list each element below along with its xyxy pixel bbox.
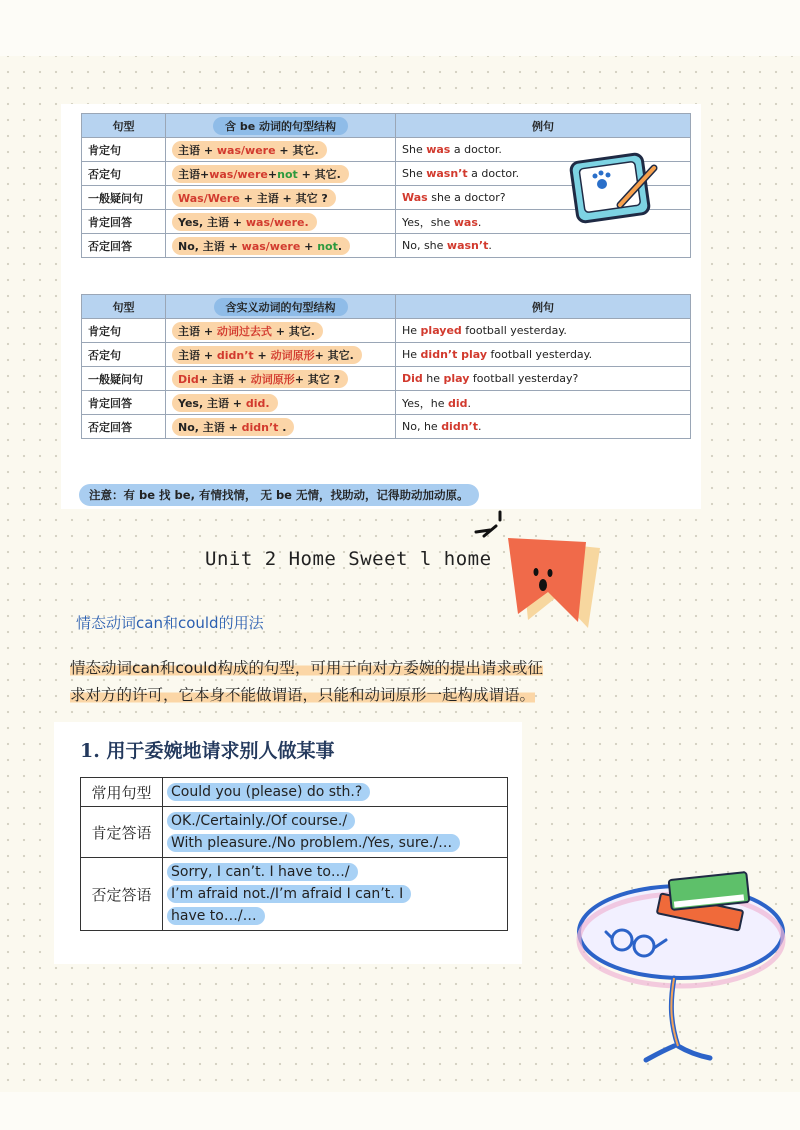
- text-run: +: [300, 239, 318, 253]
- text-run: football yesterday.: [487, 348, 593, 361]
- table-header: 句型: [82, 114, 166, 138]
- unit-title: Unit 2 Home Sweet l home: [205, 548, 492, 570]
- highlight-word: was/were: [209, 167, 268, 181]
- row-content: [163, 807, 508, 858]
- text-run: She: [402, 143, 427, 156]
- sentence-type-label: 否定句: [82, 162, 166, 186]
- bottom-band: [0, 1092, 800, 1130]
- highlight-word: Was/Were: [178, 191, 240, 205]
- header-highlight: 含实义动词的句型结构: [214, 298, 348, 316]
- highlight-word: wasn’t: [426, 167, 468, 180]
- highlight-word: Did: [178, 372, 199, 386]
- example-sentence: [396, 367, 691, 391]
- sentence-type-label: 一般疑问句: [82, 186, 166, 210]
- section-title: 情态动词can和could的用法: [76, 614, 264, 632]
- text-run: .: [477, 215, 482, 229]
- table-header-row: [82, 295, 691, 319]
- table-row: [81, 778, 508, 807]
- sentence-structure: [166, 138, 396, 162]
- sentence-structure: [166, 210, 396, 234]
- example-sentence: [396, 391, 691, 415]
- table-header: [166, 295, 396, 319]
- books-on-table-icon: [570, 862, 792, 1068]
- highlight-word: didn’t: [216, 348, 254, 362]
- structure-highlight: [172, 346, 362, 364]
- highlight-word: did: [448, 396, 468, 410]
- sentence-structure: [166, 234, 396, 258]
- sentence-structure: [166, 343, 396, 367]
- sentence-type-label: 一般疑问句: [82, 367, 166, 391]
- text-run: She: [402, 167, 427, 180]
- table-row: [82, 367, 691, 391]
- text-run: 主语 +: [178, 348, 217, 362]
- answer-text: have to…/…: [167, 907, 265, 925]
- table-header: 例句: [396, 295, 691, 319]
- text-run: .: [488, 239, 492, 252]
- grammar-note: 注意：有 be 找 be, 有情找情， 无 be 无情，找助动，记得助动加动原。: [79, 484, 479, 506]
- structure-highlight: [172, 370, 348, 388]
- text-run: football yesterday?: [469, 372, 579, 385]
- highlight-word: not: [317, 239, 338, 253]
- sentence-type-label: 肯定句: [82, 319, 166, 343]
- example-sentence: [396, 234, 691, 258]
- highlight-word: was: [426, 143, 451, 156]
- card-title: 1. 用于委婉地请求别人做某事: [80, 740, 335, 762]
- sentence-type-label: 肯定句: [82, 138, 166, 162]
- pattern-text: Could you (please) do sth.?: [167, 783, 370, 801]
- text-run: Yes, 主语 +: [178, 215, 246, 229]
- text-run: .: [278, 420, 287, 434]
- highlight-word: wasn’t: [446, 239, 489, 252]
- text-run: +: [267, 167, 278, 181]
- highlight-word: was/were.: [245, 215, 309, 229]
- highlight-word: Did: [402, 372, 423, 385]
- explanation-paragraph: [70, 655, 680, 709]
- structure-highlight: [172, 237, 350, 255]
- sentence-structure: [166, 415, 396, 439]
- text-run: Yes，she: [402, 215, 454, 229]
- table-header-row: [82, 114, 691, 138]
- table-row: [81, 858, 508, 931]
- table-row: [82, 415, 691, 439]
- text-run: .: [477, 420, 482, 433]
- sentence-structure: [166, 186, 396, 210]
- highlight-word: 动词过去式: [216, 324, 272, 338]
- highlight-word: not: [277, 167, 298, 181]
- highlight-word: played: [420, 324, 462, 337]
- highlight-word: was/were: [216, 143, 276, 157]
- table-row: [82, 391, 691, 415]
- highlight-word: didn’t: [441, 420, 478, 433]
- paragraph-line: 求对方的许可，它本身不能做谓语，只能和动词原形一起构成谓语。: [70, 686, 536, 704]
- text-run: + 主语 + 其它 ?: [239, 191, 328, 205]
- row-content: [163, 858, 508, 931]
- answer-text: Sorry, I can’t. I have to…/: [167, 863, 358, 881]
- text-run: Yes，he: [402, 396, 448, 410]
- text-run: +: [253, 348, 271, 362]
- example-sentence: [396, 343, 691, 367]
- sentence-type-label: 否定回答: [82, 415, 166, 439]
- text-run: He: [402, 348, 421, 361]
- action-verb-table: [81, 294, 691, 439]
- table-row: [82, 234, 691, 258]
- text-run: 主语 +: [178, 143, 217, 157]
- text-run: 主语+: [178, 167, 210, 181]
- table-header: 句型: [82, 295, 166, 319]
- example-sentence: [396, 415, 691, 439]
- sentence-type-label: 肯定回答: [82, 210, 166, 234]
- text-run: he: [422, 372, 444, 385]
- highlight-word: Was: [402, 191, 428, 204]
- mascot-flag-icon: [470, 510, 610, 640]
- text-run: 主语 +: [178, 324, 217, 338]
- text-run: + 其它.: [275, 143, 319, 157]
- top-band: [0, 0, 800, 56]
- sentence-structure: [166, 391, 396, 415]
- text-run: + 其它.: [314, 348, 354, 362]
- text-run: No, 主语 +: [178, 420, 242, 434]
- structure-highlight: [172, 165, 349, 183]
- highlight-word: 动词原形: [270, 348, 315, 362]
- sentence-type-label: 否定句: [82, 343, 166, 367]
- text-run: + 主语 +: [198, 372, 251, 386]
- sentence-structure: [166, 367, 396, 391]
- text-run: No, 主语 +: [178, 239, 242, 253]
- structure-highlight: [172, 322, 323, 340]
- answer-text: I’m afraid not./I’m afraid I can’t. I: [167, 885, 411, 903]
- row-label: 肯定答语: [81, 807, 163, 858]
- text-run: No, he: [402, 420, 442, 433]
- sentence-type-label: 否定回答: [82, 234, 166, 258]
- text-run: He: [402, 324, 421, 337]
- row-label: 常用句型: [81, 778, 163, 807]
- table-row: [81, 807, 508, 858]
- sentence-structure: [166, 319, 396, 343]
- row-label: 否定答语: [81, 858, 163, 931]
- text-run: .: [467, 396, 472, 410]
- structure-highlight: [172, 141, 327, 159]
- sentence-type-label: 肯定回答: [82, 391, 166, 415]
- answer-text: With pleasure./No problem./Yes, sure./…: [167, 834, 460, 852]
- text-run: she a doctor?: [427, 191, 506, 204]
- structure-highlight: [172, 213, 317, 231]
- text-run: No, she: [402, 239, 447, 252]
- request-table: [80, 777, 508, 931]
- structure-highlight: [172, 394, 278, 412]
- text-run: + 其它.: [271, 324, 315, 338]
- text-run: football yesterday.: [461, 324, 567, 337]
- text-run: + 其它.: [297, 167, 341, 181]
- answer-text: OK./Certainly./Of course./: [167, 812, 355, 830]
- example-sentence: [396, 319, 691, 343]
- highlight-word: didn’t play: [420, 348, 488, 361]
- text-run: a doctor.: [467, 167, 520, 180]
- table-header: [166, 114, 396, 138]
- row-content: [163, 778, 508, 807]
- tablet-icon: [568, 150, 668, 230]
- structure-highlight: [172, 189, 336, 207]
- table-row: [82, 319, 691, 343]
- text-run: Yes, 主语 +: [178, 396, 246, 410]
- highlight-word: play: [443, 372, 470, 385]
- highlight-word: was/were: [241, 239, 301, 253]
- text-run: .: [337, 239, 343, 253]
- paragraph-line: 情态动词can和could构成的句型，可用于向对方委婉的提出请求或征: [70, 659, 543, 677]
- highlight-word: didn’t: [241, 420, 279, 434]
- highlight-word: did.: [245, 396, 270, 410]
- structure-highlight: [172, 418, 294, 436]
- table-row: [82, 343, 691, 367]
- table-header: 例句: [396, 114, 691, 138]
- sentence-structure: [166, 162, 396, 186]
- highlight-word: 动词原形: [250, 372, 295, 386]
- text-run: + 其它 ?: [294, 372, 340, 386]
- text-run: a doctor.: [450, 143, 502, 156]
- highlight-word: was: [453, 215, 478, 229]
- request-usage-card: [54, 722, 522, 964]
- header-highlight: 含 be 动词的句型结构: [213, 117, 348, 135]
